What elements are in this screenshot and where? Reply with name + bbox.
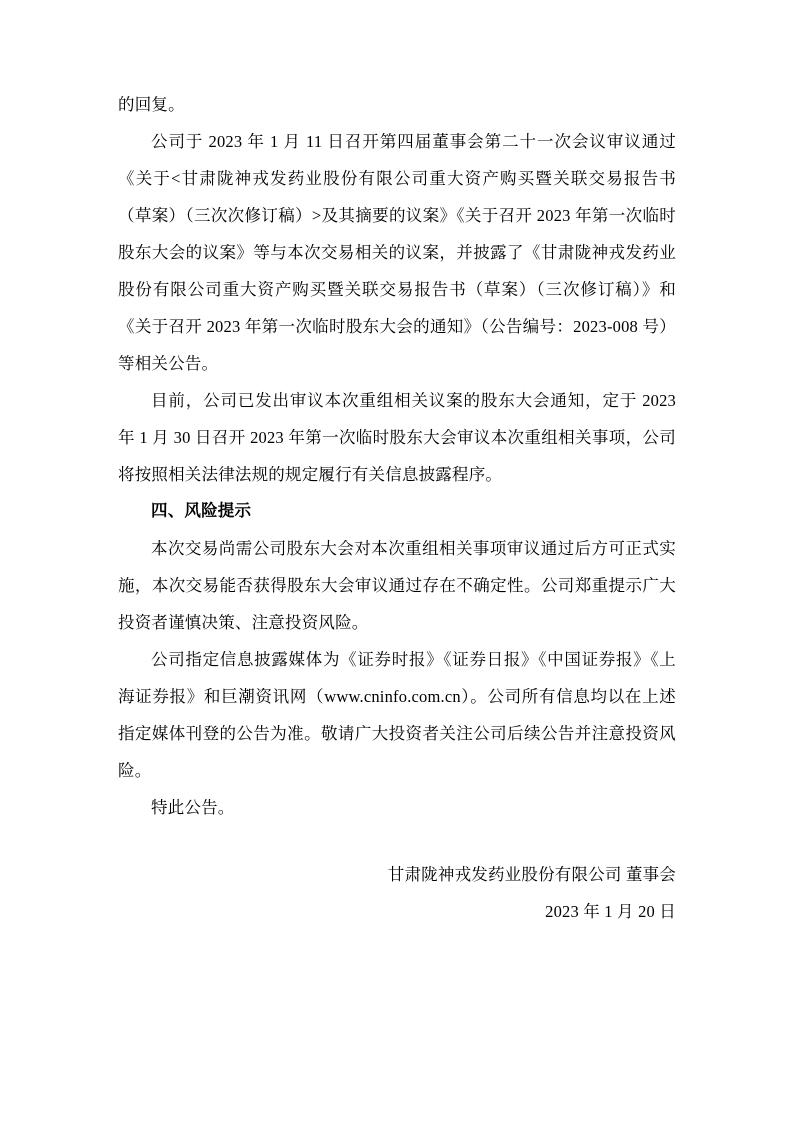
signature-block xyxy=(118,856,676,930)
section-heading-risk-notice: 四、风险提示 xyxy=(151,502,252,520)
paragraph-media-disclosure: 公司指定信息披露媒体为《证券时报》《证券日报》《中国证券报》《上海证券报》和巨潮资讯网（www.cninfo.com.cn）。公司所有信息均以在上述指定媒体刊登的公告为准。敬请广大投资者关注公司后续公告并注意投资风险。 xyxy=(118,650,676,780)
paragraph-shareholder-meeting: 目前，公司已发出审议本次重组相关议案的股东大会通知，定于 2023 年 1 月 30 日召开 2023 年第一次临时股东大会审议本次重组相关事项，公司将按照相关法律法规的规定履行有关信息披露程序。 xyxy=(118,391,676,484)
signature-company: 甘肃陇神戎发药业股份有限公司 董事会 xyxy=(387,865,676,884)
paragraph-board-meeting: 公司于 2023 年 1 月 11 日召开第四届董事会第二十一次会议审议通过《关于<甘肃陇神戎发药业股份有限公司重大资产购买暨关联交易报告书（草案）（三次次修订稿）>及其摘要的议案》《关于召开 2023 年第一次临时股东大会的议案》等与本次交易相关的议案，并披露了《甘肃陇神戎发药业股份有限公司重大资产购买暨关联交易报告书（草案）（三次修订稿）》和《关于召开 2023 年第一次临时股东大会的通知》（公告编号：2023-008 号）等相关公告。 xyxy=(118,132,676,373)
paragraph-risk-notice: 本次交易尚需公司股东大会对本次重组相关事项审议通过后方可正式实施，本次交易能否获得股东大会审议通过存在不确定性。公司郑重提示广大投资者谨慎决策、注意投资风险。 xyxy=(118,539,676,632)
signature-date: 2023 年 1 月 20 日 xyxy=(545,902,676,921)
paragraph-reply-continuation: 的回复。 xyxy=(118,95,185,114)
paragraph-announcement-closing: 特此公告。 xyxy=(151,798,235,817)
